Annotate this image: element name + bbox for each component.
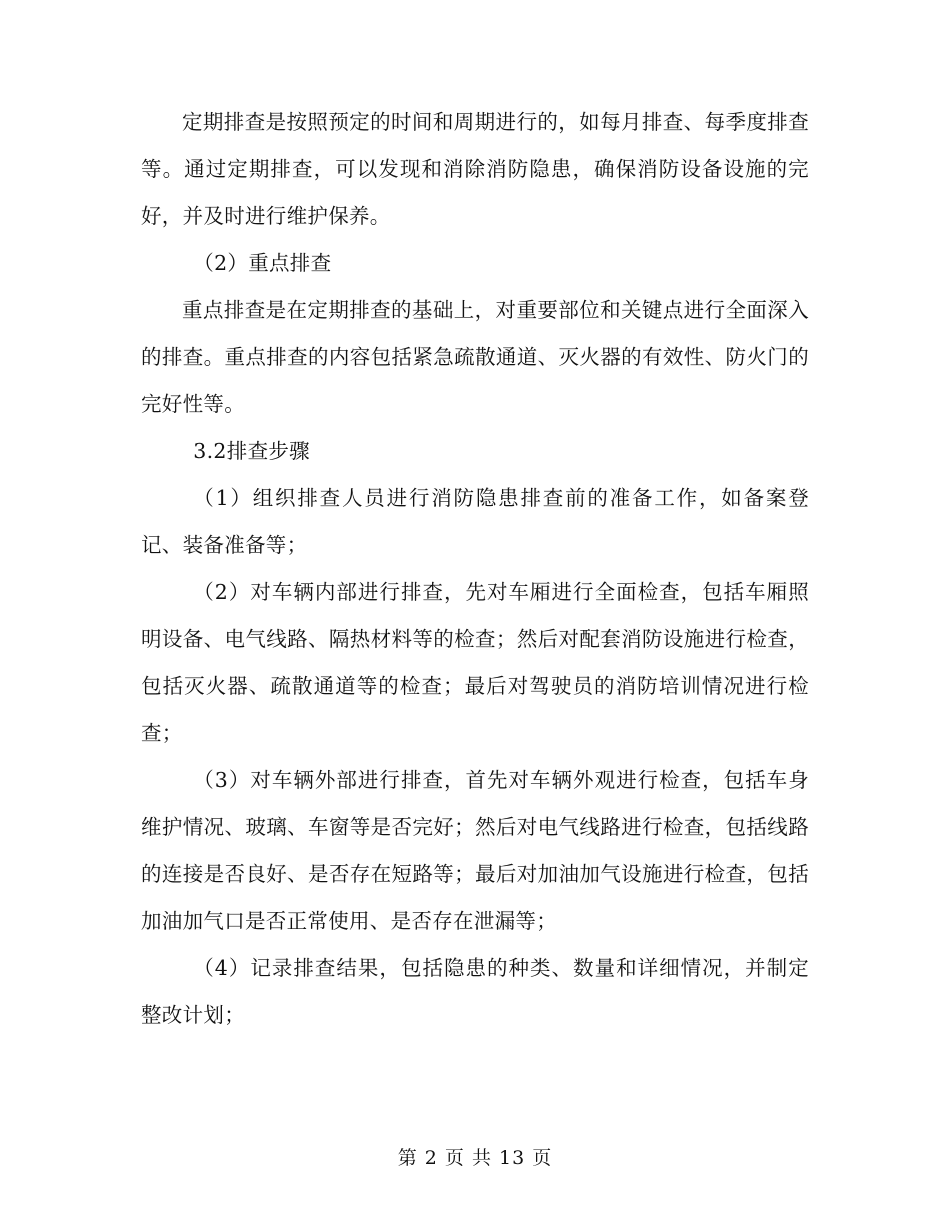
paragraph-step-3: （3）对车辆外部进行排查，首先对车辆外观进行检查，包括车身维护情况、玻璃、车窗等是否完好；然后对电气线路进行检查，包括线路的连接是否良好、是否存在短路等；最后对加油加气设施进行检查，包括加油加气口是否正常使用、是否存在泄漏等； (141, 768, 809, 933)
footer-page-number: 2 (424, 1147, 438, 1169)
footer-middle: 页 共 (444, 1147, 492, 1169)
heading-key-check: （2）重点排查 (193, 251, 332, 275)
footer-suffix: 页 (532, 1147, 553, 1169)
footer-prefix: 第 (397, 1147, 418, 1169)
paragraph-key-check-desc: 重点排查是在定期排查的基础上，对重要部位和关键点进行全面深入的排查。重点排查的内容包括紧急疏散通道、灭火器的有效性、防火门的完好性等。 (141, 298, 809, 416)
document-body (141, 99, 809, 1039)
paragraph-step-4: （4）记录排查结果，包括隐患的种类、数量和详细情况，并制定整改计划； (141, 956, 809, 1027)
page-footer (0, 1143, 950, 1173)
paragraph-step-1: （1）组织排查人员进行消防隐患排查前的准备工作，如备案登记、装备准备等； (141, 486, 809, 557)
heading-check-steps: 3.2排查步骤 (193, 439, 310, 463)
paragraph-step-2: （2）对车辆内部进行排查，先对车厢进行全面检查，包括车厢照明设备、电气线路、隔热材料等的检查；然后对配套消防设施进行检查，包括灭火器、疏散通道等的检查；最后对驾驶员的消防培训情况进行检查； (141, 580, 809, 745)
footer-total-pages: 13 (499, 1147, 526, 1169)
paragraph-periodic-check-desc: 定期排查是按照预定的时间和周期进行的，如每月排查、每季度排查等。通过定期排查，可以发现和消除消防隐患，确保消防设备设施的完好，并及时进行维护保养。 (141, 110, 809, 228)
